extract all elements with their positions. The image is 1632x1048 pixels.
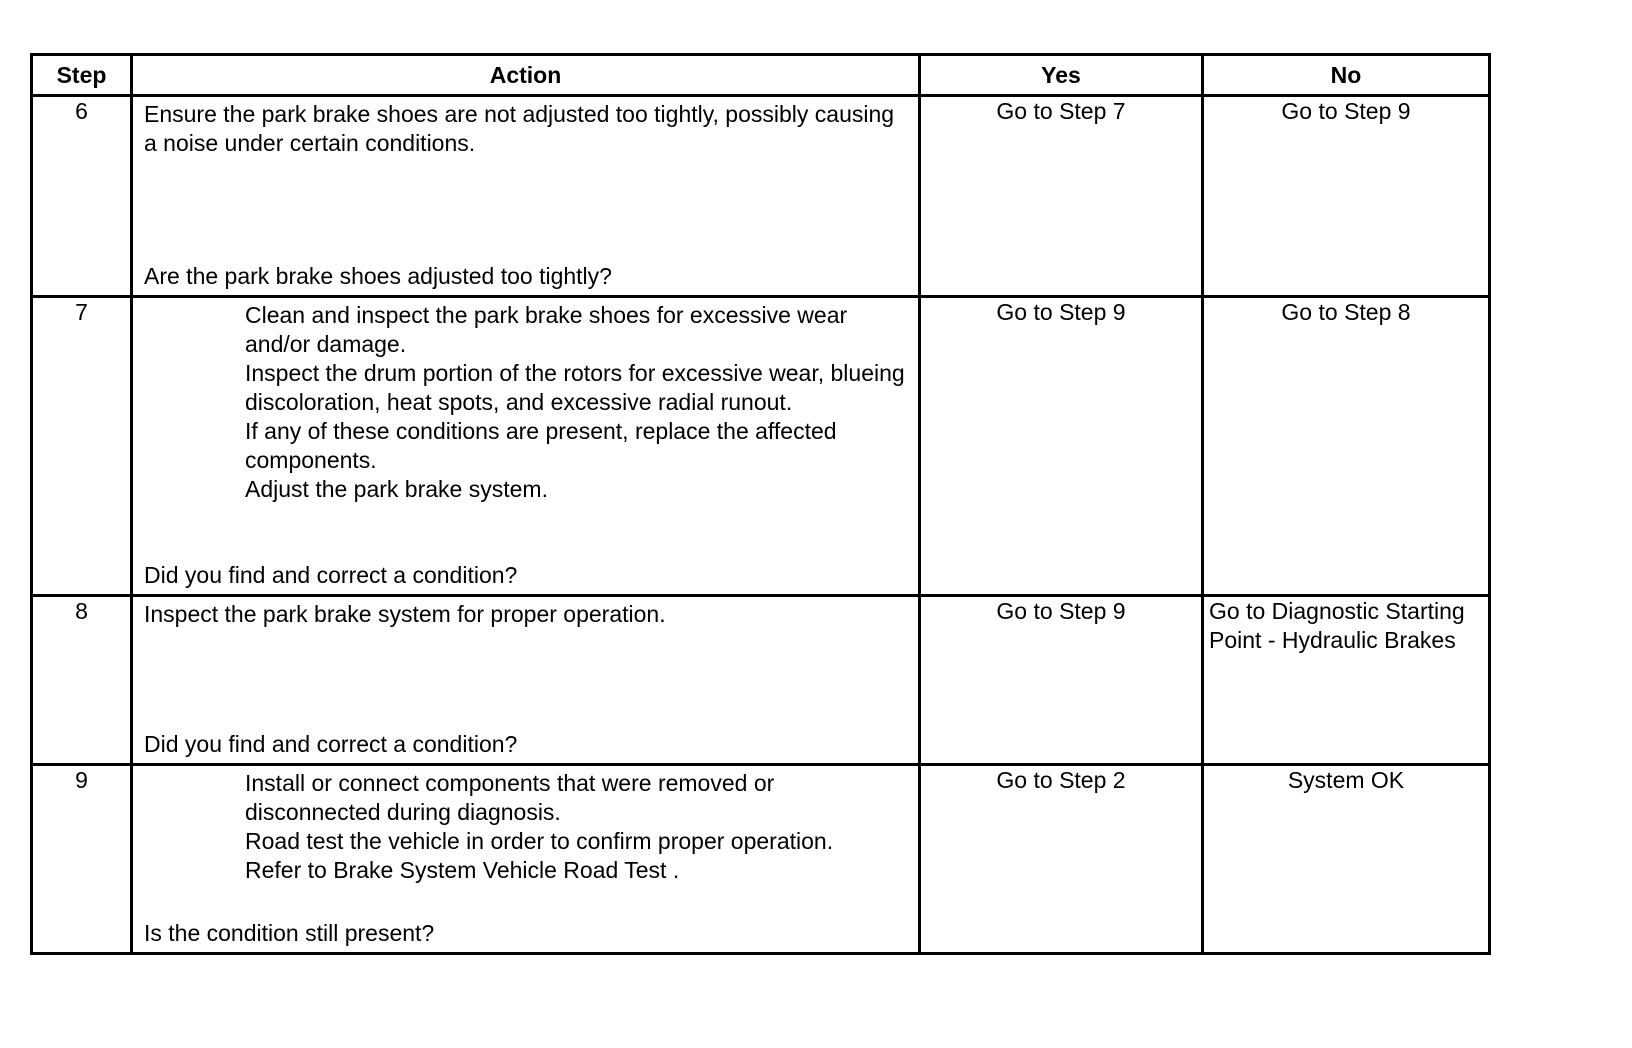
diagnostic-table (30, 53, 1491, 955)
table-row (32, 96, 1490, 297)
table-row (32, 297, 1490, 596)
step-number: 8 (32, 596, 132, 765)
action-cell (132, 96, 920, 297)
action-question: Is the condition still present? (144, 920, 435, 946)
action-intro: Ensure the park brake shoes are not adjusted too tightly, possibly causing a noise under certain conditions. (144, 101, 895, 156)
step-number: 6 (32, 96, 132, 297)
yes-cell: Go to Step 7 (920, 96, 1203, 297)
action-question: Did you find and correct a condition? (144, 731, 518, 757)
table-row (32, 596, 1490, 765)
action-step-item: Adjust the park brake system. (245, 476, 548, 502)
action-step-item: If any of these conditions are present, replace the affected components. (245, 418, 837, 473)
no-cell: Go to Step 8 (1203, 297, 1490, 596)
action-step-list (144, 301, 907, 504)
header-no: No (1203, 55, 1490, 96)
action-step-item: Road test the vehicle in order to confirm proper operation. (245, 828, 834, 854)
action-question: Did you find and correct a condition? (144, 562, 518, 588)
action-step-item: Refer to Brake System Vehicle Road Test . (245, 857, 680, 883)
action-step-list (144, 769, 907, 885)
header-step: Step (32, 55, 132, 96)
action-step-item: Install or connect components that were removed or disconnected during diagnosis. (245, 770, 775, 825)
no-cell: Go to Step 9 (1203, 96, 1490, 297)
no-cell: Go to Diagnostic Starting Point - Hydraulic Brakes (1203, 596, 1490, 765)
action-step-item: Inspect the drum portion of the rotors for excessive wear, blueing discoloration, heat spots, and excessive radial runout. (245, 360, 905, 415)
step-number: 9 (32, 765, 132, 954)
header-row (32, 55, 1490, 96)
step-number: 7 (32, 297, 132, 596)
action-cell (132, 596, 920, 765)
header-action: Action (132, 55, 920, 96)
yes-cell: Go to Step 9 (920, 596, 1203, 765)
action-cell (132, 297, 920, 596)
action-intro: Inspect the park brake system for proper operation. (144, 601, 666, 627)
yes-cell: Go to Step 2 (920, 765, 1203, 954)
header-yes: Yes (920, 55, 1203, 96)
no-cell: System OK (1203, 765, 1490, 954)
table-row (32, 765, 1490, 954)
yes-cell: Go to Step 9 (920, 297, 1203, 596)
action-step-item: Clean and inspect the park brake shoes for excessive wear and/or damage. (245, 302, 848, 357)
action-cell (132, 765, 920, 954)
action-question: Are the park brake shoes adjusted too tightly? (144, 263, 612, 289)
